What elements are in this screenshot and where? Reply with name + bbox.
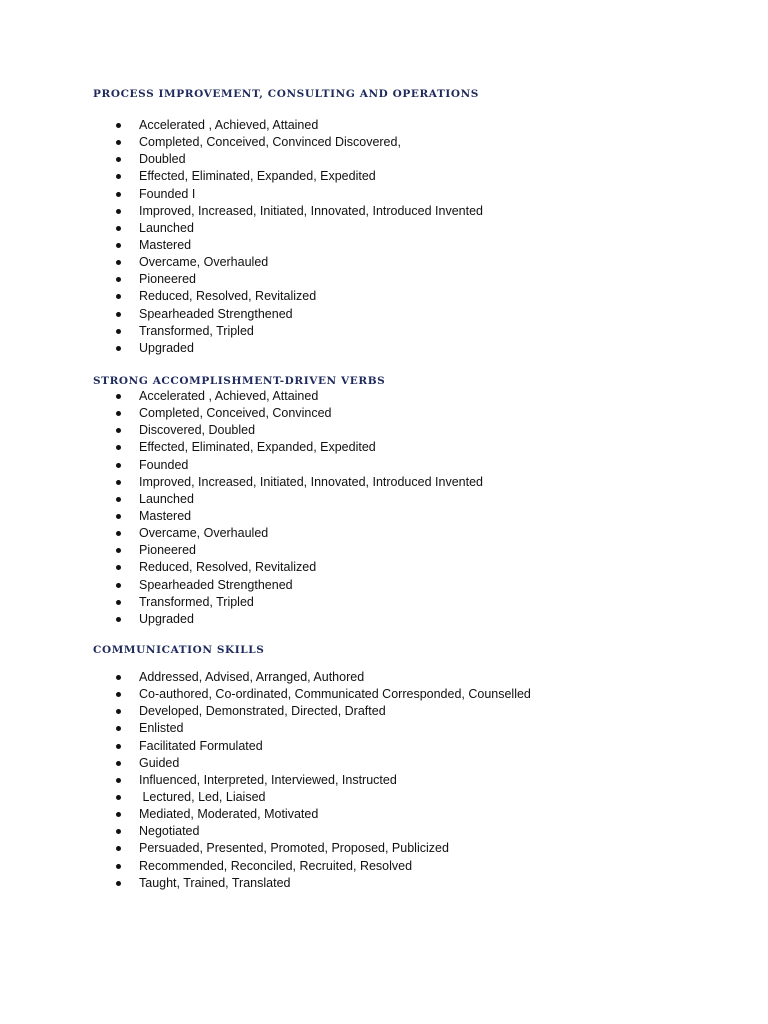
list-item [93, 525, 733, 542]
bullet-icon [116, 411, 121, 416]
list-item-text: Accelerated , Achieved, Attained [139, 118, 319, 132]
list-item-text: Effected, Eliminated, Expanded, Expedited [139, 169, 376, 184]
bullet-icon [116, 744, 121, 749]
bullet-icon [116, 583, 121, 588]
list-item-text: Discovered, Doubled [139, 423, 256, 438]
list-item [93, 151, 733, 168]
bullet-icon [116, 812, 121, 817]
list-item [93, 388, 733, 405]
list-item-text: Negotiated [139, 824, 200, 839]
list-item [93, 186, 733, 203]
list-item [93, 457, 733, 474]
bullet-icon [116, 428, 121, 433]
section-accomplishment-verbs [93, 374, 733, 628]
bullet-icon [116, 531, 121, 536]
list-item [93, 220, 733, 237]
bullet-icon [116, 123, 121, 128]
list-item-text: Pioneered [139, 272, 196, 287]
bullet-icon [116, 881, 121, 886]
bullet-icon [116, 226, 121, 231]
bullet-icon [116, 140, 121, 145]
bullet-icon [116, 692, 121, 697]
list-item-text: Completed, Conceived, Convinced [139, 406, 332, 421]
bullet-icon [116, 209, 121, 214]
bullet-icon [116, 761, 121, 766]
list-item [93, 474, 733, 491]
bullet-icon [116, 514, 121, 519]
bullet-icon [116, 277, 121, 282]
bullet-icon [116, 346, 121, 351]
list-item [93, 237, 733, 254]
bullet-icon [116, 795, 121, 800]
list-item [93, 858, 733, 875]
list-item-text: Addressed, Advised, Arranged, Authored [139, 670, 365, 684]
list-item [93, 703, 733, 720]
bullet-icon [116, 565, 121, 570]
list-item [93, 840, 733, 857]
list-item-text: Co-authored, Co-ordinated, Communicated Corresponded, Counselled [139, 687, 531, 702]
verb-list [93, 388, 733, 628]
list-item [93, 875, 733, 892]
section-heading: COMMUNICATION SKILLS [93, 644, 265, 656]
list-item [93, 203, 733, 220]
list-item [93, 542, 733, 559]
list-item-text: Reduced, Resolved, Revitalized [139, 289, 317, 304]
list-item [93, 669, 733, 686]
list-item [93, 755, 733, 772]
list-item [93, 340, 733, 357]
list-item [93, 611, 733, 628]
section-process-improvement [93, 87, 733, 357]
list-item-text: Pioneered [139, 543, 196, 558]
bullet-icon [116, 480, 121, 485]
bullet-icon [116, 548, 121, 553]
bullet-icon [116, 294, 121, 299]
list-item-text: Spearheaded Strengthened [139, 306, 293, 321]
list-item [93, 720, 733, 737]
list-item-text: Upgraded [139, 340, 194, 355]
list-item [93, 271, 733, 288]
list-item-text: Reduced, Resolved, Revitalized [139, 560, 317, 575]
list-item [93, 422, 733, 439]
bullet-icon [116, 260, 121, 265]
verb-list [93, 117, 733, 357]
list-item-text: Spearheaded Strengthened [139, 577, 293, 592]
bullet-icon [116, 709, 121, 714]
verb-list [93, 669, 733, 892]
list-item [93, 789, 733, 806]
bullet-icon [116, 192, 121, 197]
list-item-text: Doubled [139, 152, 186, 167]
section-communication-skills [93, 643, 733, 892]
bullet-icon [116, 829, 121, 834]
bullet-icon [116, 329, 121, 334]
bullet-icon [116, 174, 121, 179]
bullet-icon [116, 778, 121, 783]
list-item [93, 168, 733, 185]
list-item [93, 306, 733, 323]
list-item [93, 439, 733, 456]
list-item [93, 254, 733, 271]
list-item [93, 117, 733, 134]
bullet-icon [116, 726, 121, 731]
list-item [93, 772, 733, 789]
list-item-text: Taught, Trained, Translated [139, 875, 291, 890]
bullet-icon [116, 445, 121, 450]
list-item-text: Improved, Increased, Initiated, Innovated, Introduced Invented [139, 474, 483, 489]
bullet-icon [116, 617, 121, 622]
list-item-text: Mastered [139, 237, 192, 252]
list-item [93, 738, 733, 755]
list-item-text: Accelerated , Achieved, Attained [139, 389, 319, 403]
bullet-icon [116, 312, 121, 317]
list-item-text: Guided [139, 755, 180, 770]
section-heading: STRONG ACCOMPLISHMENT-DRIVEN VERBS [93, 375, 386, 387]
bullet-icon [116, 394, 121, 399]
bullet-icon [116, 157, 121, 162]
list-item-text: Persuaded, Presented, Promoted, Proposed, Publicized [139, 841, 449, 856]
bullet-icon [116, 600, 121, 605]
list-item-text: Launched [139, 491, 194, 506]
list-item-text: Overcame, Overhauled [139, 526, 269, 541]
list-item [93, 686, 733, 703]
bullet-icon [116, 463, 121, 468]
list-item [93, 806, 733, 823]
bullet-icon [116, 864, 121, 869]
list-item-text: Developed, Demonstrated, Directed, Drafted [139, 704, 386, 719]
list-item [93, 134, 733, 151]
list-item [93, 594, 733, 611]
list-item-text: Improved, Increased, Initiated, Innovated, Introduced Invented [139, 203, 483, 218]
list-item-text: Founded [139, 457, 189, 472]
bullet-icon [116, 497, 121, 502]
list-item-text: Lectured, Led, Liaised [139, 789, 266, 804]
list-item-text: Facilitated Formulated [139, 738, 263, 753]
section-heading: PROCESS IMPROVEMENT, CONSULTING AND OPERATIONS [93, 88, 479, 100]
list-item [93, 577, 733, 594]
list-item-text: Overcame, Overhauled [139, 255, 269, 270]
list-item-text: Upgraded [139, 611, 194, 626]
list-item [93, 508, 733, 525]
list-item [93, 823, 733, 840]
list-item-text: Influenced, Interpreted, Interviewed, Instructed [139, 772, 397, 787]
list-item [93, 288, 733, 305]
list-item-text: Mediated, Moderated, Motivated [139, 807, 319, 822]
list-item-text: Recommended, Reconciled, Recruited, Resolved [139, 858, 413, 873]
list-item [93, 405, 733, 422]
list-item-text: Transformed, Tripled [139, 323, 254, 338]
bullet-icon [116, 675, 121, 680]
list-item-text: Mastered [139, 508, 192, 523]
list-item-text: Completed, Conceived, Convinced Discovered, [139, 135, 401, 150]
list-item-text: Transformed, Tripled [139, 594, 254, 609]
list-item-text: Effected, Eliminated, Expanded, Expedited [139, 440, 376, 455]
bullet-icon [116, 243, 121, 248]
list-item [93, 323, 733, 340]
list-item-text: Enlisted [139, 721, 184, 736]
bullet-icon [116, 846, 121, 851]
list-item [93, 559, 733, 576]
list-item [93, 491, 733, 508]
list-item-text: Launched [139, 220, 194, 235]
list-item-text: Founded I [139, 186, 196, 201]
